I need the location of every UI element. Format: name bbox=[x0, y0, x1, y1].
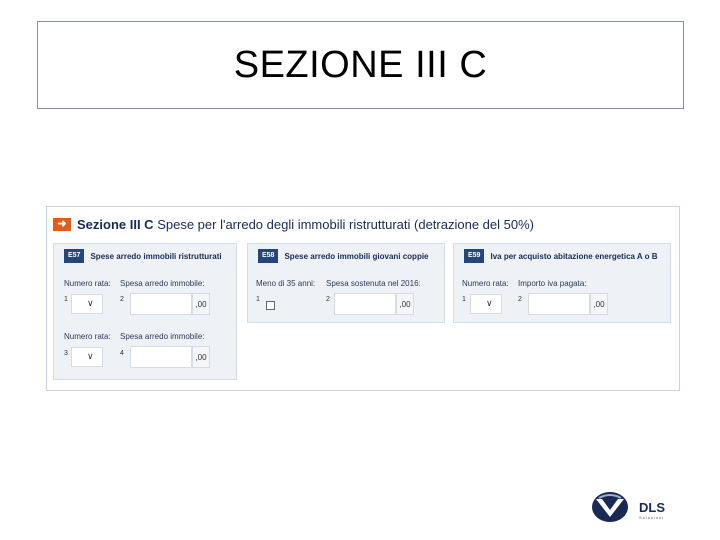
numero-rata-select[interactable] bbox=[470, 294, 502, 314]
tax-form-panel bbox=[46, 206, 680, 391]
card-e58-title: Spese arredo immobili giovani coppie bbox=[284, 251, 429, 261]
under-35-checkbox[interactable] bbox=[266, 301, 275, 310]
arrow-right-icon: ➜ bbox=[53, 218, 71, 231]
numero-rata-select-1[interactable] bbox=[71, 294, 103, 314]
code-badge-e59: E59 bbox=[464, 249, 484, 263]
card-e59 bbox=[453, 243, 671, 323]
label-numero-rata-1: Numero rata: bbox=[64, 279, 111, 288]
dls-logo-icon bbox=[590, 490, 634, 524]
decimal-suffix: ,00 bbox=[590, 293, 608, 315]
field-index-2: 2 bbox=[120, 296, 124, 303]
card-e57-header bbox=[64, 249, 222, 263]
field-index-1: 1 bbox=[256, 296, 260, 303]
numero-rata-select-2[interactable] bbox=[71, 347, 103, 367]
code-badge-e57: E57 bbox=[64, 249, 84, 263]
panel-header bbox=[53, 213, 534, 235]
code-badge-e58: E58 bbox=[258, 249, 278, 263]
panel-title bbox=[77, 217, 534, 232]
section-description: Spese per l'arredo degli immobili ristrutturati (detrazione del 50%) bbox=[157, 216, 534, 232]
card-e59-header bbox=[464, 249, 657, 263]
dls-logo bbox=[590, 490, 680, 524]
spesa-arredo-input-2[interactable] bbox=[130, 346, 192, 368]
spesa-sostenuta-input[interactable] bbox=[334, 293, 396, 315]
label-meno-di-35-anni: Meno di 35 anni: bbox=[256, 279, 316, 288]
chevron-down-icon: ∨ bbox=[87, 351, 94, 361]
decimal-suffix: ,00 bbox=[192, 293, 210, 315]
chevron-down-icon: ∨ bbox=[486, 298, 493, 308]
card-e58 bbox=[247, 243, 445, 323]
decimal-suffix: ,00 bbox=[192, 346, 210, 368]
field-index-2: 2 bbox=[518, 296, 522, 303]
label-importo-iva: Importo iva pagata: bbox=[518, 279, 587, 288]
card-e58-header bbox=[258, 249, 429, 263]
logo-subtitle: Soluzioni bbox=[639, 515, 665, 520]
card-e57 bbox=[53, 243, 237, 380]
label-numero-rata: Numero rata: bbox=[462, 279, 509, 288]
label-spesa-arredo-2: Spesa arredo immobile: bbox=[120, 332, 205, 341]
slide-title: SEZIONE III C bbox=[233, 43, 488, 86]
importo-iva-input[interactable] bbox=[528, 293, 590, 315]
card-e57-title: Spese arredo immobili ristrutturati bbox=[90, 251, 222, 261]
chevron-down-icon: ∨ bbox=[87, 298, 94, 308]
field-index-2: 2 bbox=[326, 296, 330, 303]
label-spesa-arredo-1: Spesa arredo immobile: bbox=[120, 279, 205, 288]
field-index-4: 4 bbox=[120, 350, 124, 357]
label-numero-rata-2: Numero rata: bbox=[64, 332, 111, 341]
label-spesa-sostenuta: Spesa sostenuta nel 2016: bbox=[326, 279, 421, 288]
slide-title-box bbox=[37, 21, 684, 109]
field-index-1: 1 bbox=[64, 296, 68, 303]
spesa-arredo-input-1[interactable] bbox=[130, 293, 192, 315]
decimal-suffix: ,00 bbox=[396, 293, 414, 315]
field-index-1: 1 bbox=[462, 296, 466, 303]
section-label: Sezione III C bbox=[77, 216, 154, 232]
field-index-3: 3 bbox=[64, 350, 68, 357]
logo-name: DLS bbox=[639, 500, 665, 515]
card-e59-title: Iva per acquisto abitazione energetica A o B bbox=[490, 251, 658, 261]
